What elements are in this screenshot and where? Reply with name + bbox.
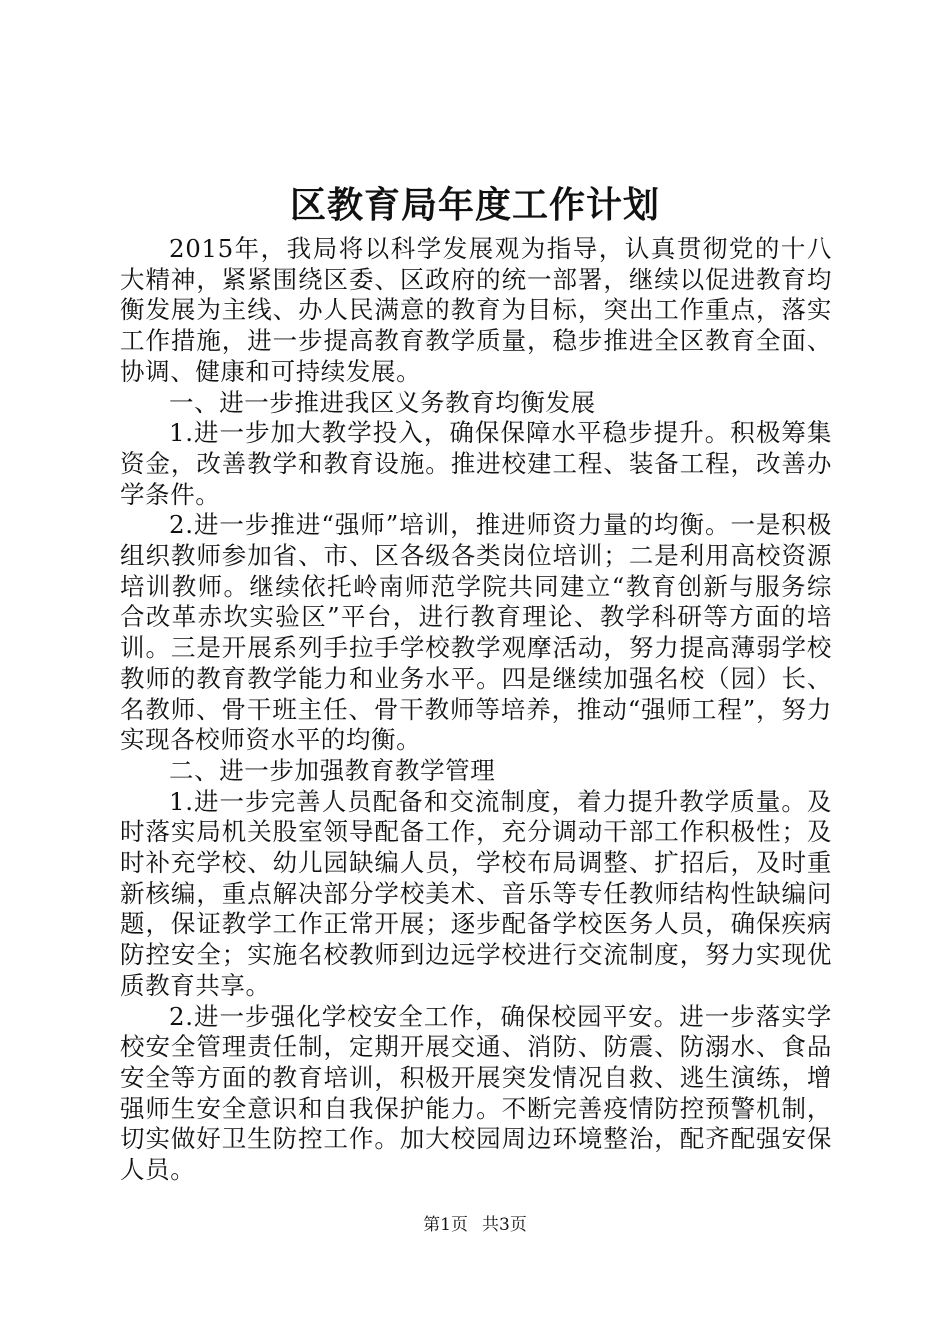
document-title: 区教育局年度工作计划 bbox=[289, 184, 660, 226]
page-total: 共3页 bbox=[482, 1215, 527, 1235]
section-heading-2: 二、进一步加强教育教学管理 bbox=[169, 755, 496, 785]
page-number: 第1页 bbox=[423, 1215, 468, 1235]
intro-paragraph: 2015年，我局将以科学发展观为指导，认真贯彻党的十八大精神，紧紧围绕区委、区政府的统一部署，继续以促进教育均衡发展为主线、办人民满意的教育为目标，突出工作重点，落实工作措施，进一步提高教育教学质量，稳步推进全区教育全面、协调、健康和可持续发展。 bbox=[120, 234, 832, 386]
section-heading-1: 一、进一步推进我区义务教育均衡发展 bbox=[169, 387, 596, 417]
section-2-item-2: 2.进一步强化学校安全工作，确保校园平安。进一步落实学校安全管理责任制，定期开展交通、消防、防震、防溺水、食品安全等方面的教育培训，积极开展突发情况自救、逃生演练，增强师生安全意识和自我保护能力。不断完善疫情防控预警机制，切实做好卫生防控工作。加大校园周边环境整治，配齐配强安保人员。 bbox=[120, 1001, 832, 1185]
document-body bbox=[120, 234, 832, 1186]
section-1-item-2: 2.进一步推进“强师”培训，推进师资力量的均衡。一是积极组织教师参加省、市、区各级各类岗位培训；二是利用高校资源培训教师。继续依托岭南师范学院共同建立“教育创新与服务综合改革赤坎实验区”平台，进行教育理论、教学科研等方面的培训。三是开展系列手拉手学校教学观摩活动，努力提高薄弱学校教师的教育教学能力和业务水平。四是继续加强名校（园）长、名教师、骨干班主任、骨干教师等培养，推动“强师工程”，努力实现各校师资水平的均衡。 bbox=[120, 510, 832, 755]
section-1-item-1: 1.进一步加大教学投入，确保保障水平稳步提升。积极筹集资金，改善教学和教育设施。推进校建工程、装备工程，改善办学条件。 bbox=[120, 418, 832, 509]
page-footer bbox=[0, 1213, 950, 1237]
section-2-item-1: 1.进一步完善人员配备和交流制度，着力提升教学质量。及时落实局机关股室领导配备工作，充分调动干部工作积极性；及时补充学校、幼儿园缺编人员，学校布局调整、扩招后，及时重新核编，重点解决部分学校美术、音乐等专任教师结构性缺编问题，保证教学工作正常开展；逐步配备学校医务人员，确保疾病防控安全；实施名校教师到边远学校进行交流制度，努力实现优质教育共享。 bbox=[120, 786, 832, 1000]
